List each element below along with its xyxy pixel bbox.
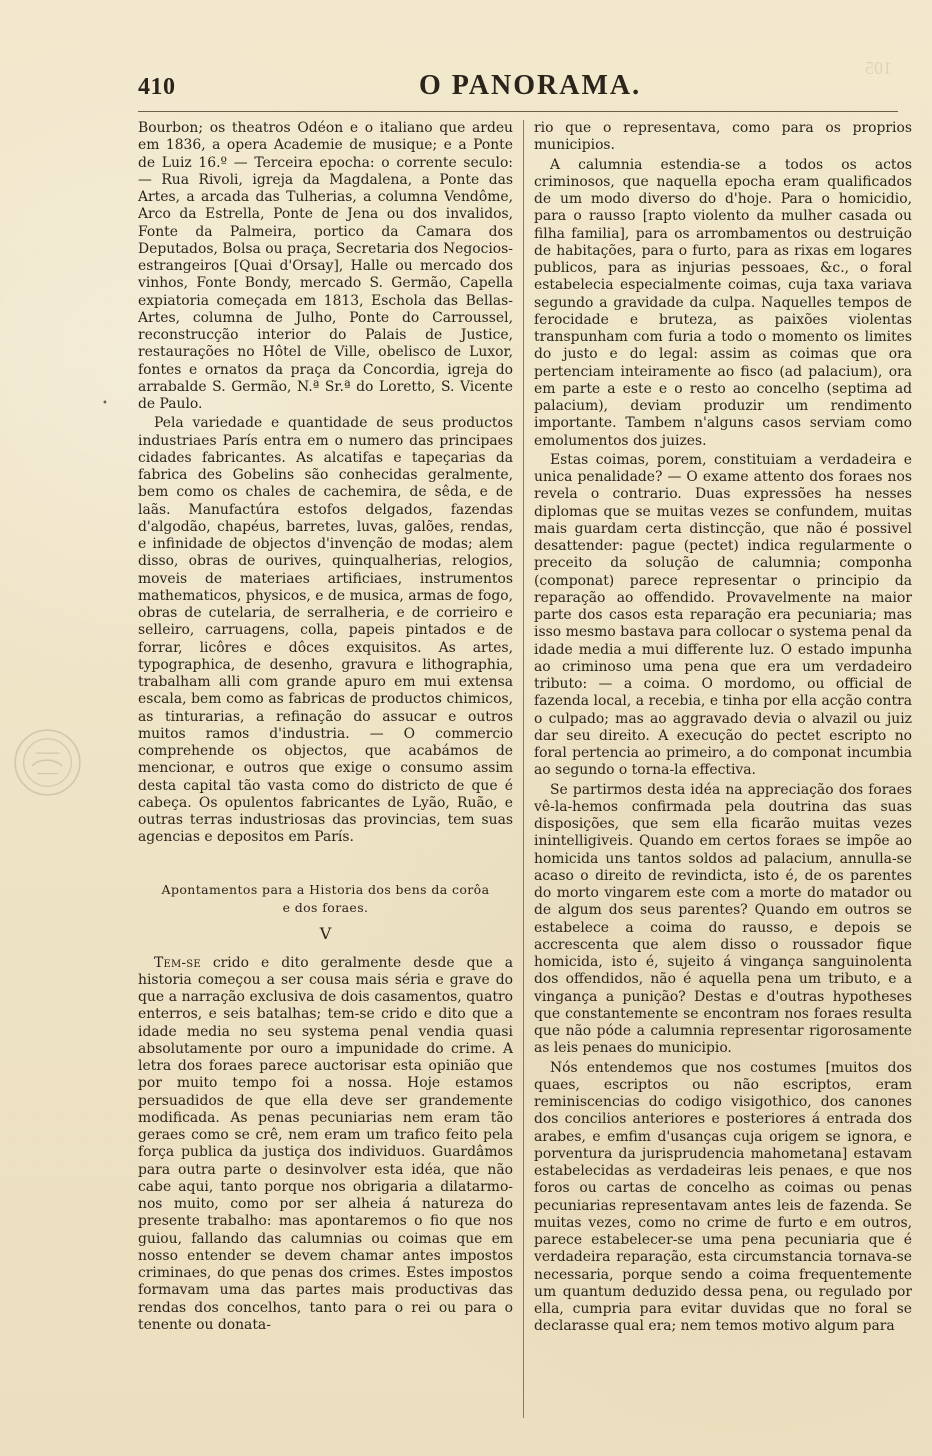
margin-mark: • — [102, 398, 108, 409]
bleed-through-text: 105 — [865, 58, 892, 78]
left-paragraph-2: Pela variedade e quantidade de seus productos industriaes París entra em o numero das principaes cidades fabricantes. As alcatifas e tapeçarias da fabrica des Gobelins são conhecidas geralmente, bem como os chales de cachemira, de sêda, e de laãs. Manufactúra estofos delgados, fazendas d'algodão, chapéus, barretes, luvas, galões, rendas, e infinidade de objectos d'invenção de modas; alem disso, obras de ourives, quinqualherias, relogios, moveis de materiaes artificiaes, instrumentos mathematicos, physicos, e de musica, armas de fogo, obras de cutelaria, de serralheria, e de corrieiro e selleiro, carruagens, colla, papeis pintados e de forrar, licôres e dôces exquisitos. As artes, typographica, de desenho, gravura e lithographia, trabalham alli com grande apuro em mui extensa escala, bem como as fabricas de productos chimicos, as tinturarias, a refinação do assucar e outros muitos ramos d'industria. — O commercio comprehende os objectos, que acabámos de mencionar, e outros que exige o consumo assim desta capital tão vasta como do districto de que é cabeça. Os opulentos fabricantes de Lyão, Ruão, e outras terras industriosas das provincias, tem suas agencias e depositos em París. — [138, 415, 513, 846]
right-paragraph-3: Estas coimas, porem, constituiam a verdadeira e unica penalidade? — O exame attento dos foraes nos revela o contrario. Duas expressões ha nesses diplomas que se muitas vezes se confundem, muitas mais guardam certa distincção, que não é possivel desattender: pague (pectet) indica regularmente o preceito da solução de calumnia; componha (componat) parece representar o principio da reparação ao offendido. Provavelmente na maior parte dos casos esta reparação era pecuniaria; mas isso mesmo bastava para collocar o systema penal da idade media a mui differente luz. O estado impunha ao criminoso uma pena que era um verdadeiro tributo: — a coima. O mordomo, ou official de fazenda local, a recebia, e tinha por ella acção contra o culpado; mas ao aggravado devia o alvazil ou juiz dar seu direito. A execução do pectet escripto no foral pertencia ao primeiro, a do componat incumbia ao segundo o torna-la effectiva. — [534, 451, 912, 779]
page-header — [138, 70, 898, 112]
header-rule — [138, 111, 898, 112]
left-column — [138, 120, 513, 1418]
column-divider — [523, 120, 524, 1418]
text-columns — [138, 120, 912, 1418]
left-paragraph-3 — [138, 955, 513, 1335]
section-title — [138, 881, 513, 917]
section-number: V — [319, 923, 332, 943]
section-title-line-2: e dos foraes. — [282, 899, 369, 915]
right-paragraph-1: rio que o representava, como para os proprios municipios. — [534, 120, 912, 154]
lead-word: Tem-se — [154, 954, 201, 971]
page-number: 410 — [138, 74, 176, 100]
section-title-line-1: Apontamentos para a Historia dos bens da corôa — [161, 881, 490, 897]
right-paragraph-4: Se partirmos desta idéa na appreciação dos foraes vê-la-hemos confirmada pela doutrina das suas disposições, que sem ella ficarão muitas vezes inintelligiveis. Quando em certos foraes se impõe ao homicida uns tantos soldos ad palacium, annulla-se acaso o direito de revindicta, isto é, de os parentes do morto vingarem este com a morte do matador ou de algum dos seus parentes? Quando em outros se estabelece a coima do rausso, e depois se accrescenta que alem disso o roussador fique homicida, isto é, sujeito á vingança sanguinolenta dos offendidos, não é aquella pena um tributo, e a vingança a punição? Destas e d'outras hypotheses que constantemente se encontram nos foraes resulta que não póde a calumnia representar rigorosamente as leis penaes do municipio. — [534, 781, 912, 1057]
left-paragraph-1: Bourbon; os theatros Odéon e o italiano que ardeu em 1836, a opera Academie de musique; e a Ponte de Luiz 16.º — Terceira epocha: o corrente seculo: — Rua Rivoli, igreja da Magdalena, a Ponte das Artes, a arcada das Tulherias, a columna Vendôme, Arco da Estrella, Ponte de Jena ou dos invalidos, Fonte da Palmeira, portico da Camara dos Deputados, Bolsa ou praça, Secretaria dos Negocios-estrangeiros [Quai d'Orsay], Halle ou mercado dos vinhos, Fonte Bondy, mercado S. Germão, Capella expiatoria começada em 1813, Eschola das Bellas-Artes, columna de Julho, Ponte do Carroussel, reconstrucção interior do Palais de Justice, restaurações no Hôtel de Ville, obelisco de Luxor, fontes e ornatos da praça da Concordia, igreja do arrabalde S. Germão, N.ª Sr.ª do Loretto, S. Vicente de Paulo. — [138, 120, 513, 412]
right-column — [534, 120, 912, 1418]
right-paragraph-2: A calumnia estendia-se a todos os actos criminosos, que naquella epocha eram qualificados de um modo diverso do d'hoje. Para o homicidio, para o rausso [rapto violento da mulher casada ou filha familia], para os arrombamentos ou destruição de habitações, para o furto, para as rixas em logares publicos, para as injurias pessoaes, &c., o foral estabelecia especialmente coimas, cuja taxa variava segundo a gravidade da culpa. Naquelles tempos de ferocidade e bruteza, as paixões violentas transpunham com furia a todo o momento os limites do justo e do legal: assim as coimas que ora pertenciam inteiramente ao fisco (ad palacium), ora em parte a este e o resto ao concelho (septima ad palacium), deviam produzir um rendimento importante. Tambem n'alguns casos serviam como emolumentos dos juizes. — [534, 156, 912, 449]
left-paragraph-3-text: crido e dito geralmente desde que a historia começou a ser cousa mais séria e grave do que a narração exclusiva de dois casamentos, quatro enterros, e seis batalhas; tem-se crido e dito que a idade media no seu systema penal vendia quasi absolutamente por ouro a impunidade do crime. A letra dos foraes parece auctorisar esta opinião que por muito tempo foi a nossa. Hoje estamos persuadidos de que ella deve ser grandemente modificada. As penas pecuniarias nem eram tão geraes como se crê, nem eram um trafico feito pela força publica da justiça dos individuos. Guardâmos para outra parte o desinvolver esta idéa, que não cabe aqui, tanto porque nos obrigaria a dilatarmo-nos muito, como por ser alheia á natureza do presente trabalho: mas apontaremos o fio que nos guiou, fallando das calumnias ou coimas que em nosso entender se devem chamar antes impostos criminaes, do que penas dos crimes. Estes impostos formavam uma das partes mais productivas das rendas dos concelhos, tanto para o rei ou para o tenente ou donata- — [138, 954, 513, 1333]
library-stamp — [5, 720, 90, 805]
publication-title: O PANORAMA. — [419, 70, 642, 101]
right-paragraph-5: Nós entendemos que nos costumes [muitos dos quaes, escriptos ou não escriptos, eram reminiscencias do codigo visigothico, dos canones dos concilios anteriores e posteriores á entrada dos arabes, e emfim d'usanças cuja origem se ignora, e porventura da jurisprudencia mahometana] estavam estabelecidas as verdadeiras leis penaes, e que nos foros ou cartas de concelho as coimas ou penas pecuniarias representavam antes leis de fazenda. Se muitas vezes, como no crime de furto e em outros, parece estabelecer-se uma pena pecuniaria que é verdadeira reparação, esta circumstancia tornava-se necessaria, porque sendo a coima frequentemente um quantum deduzido dessa pena, ou regulado por ella, cumpria para evitar duvidas que no foral se declarasse qual era; nem temos motivo algum para — [534, 1059, 912, 1335]
